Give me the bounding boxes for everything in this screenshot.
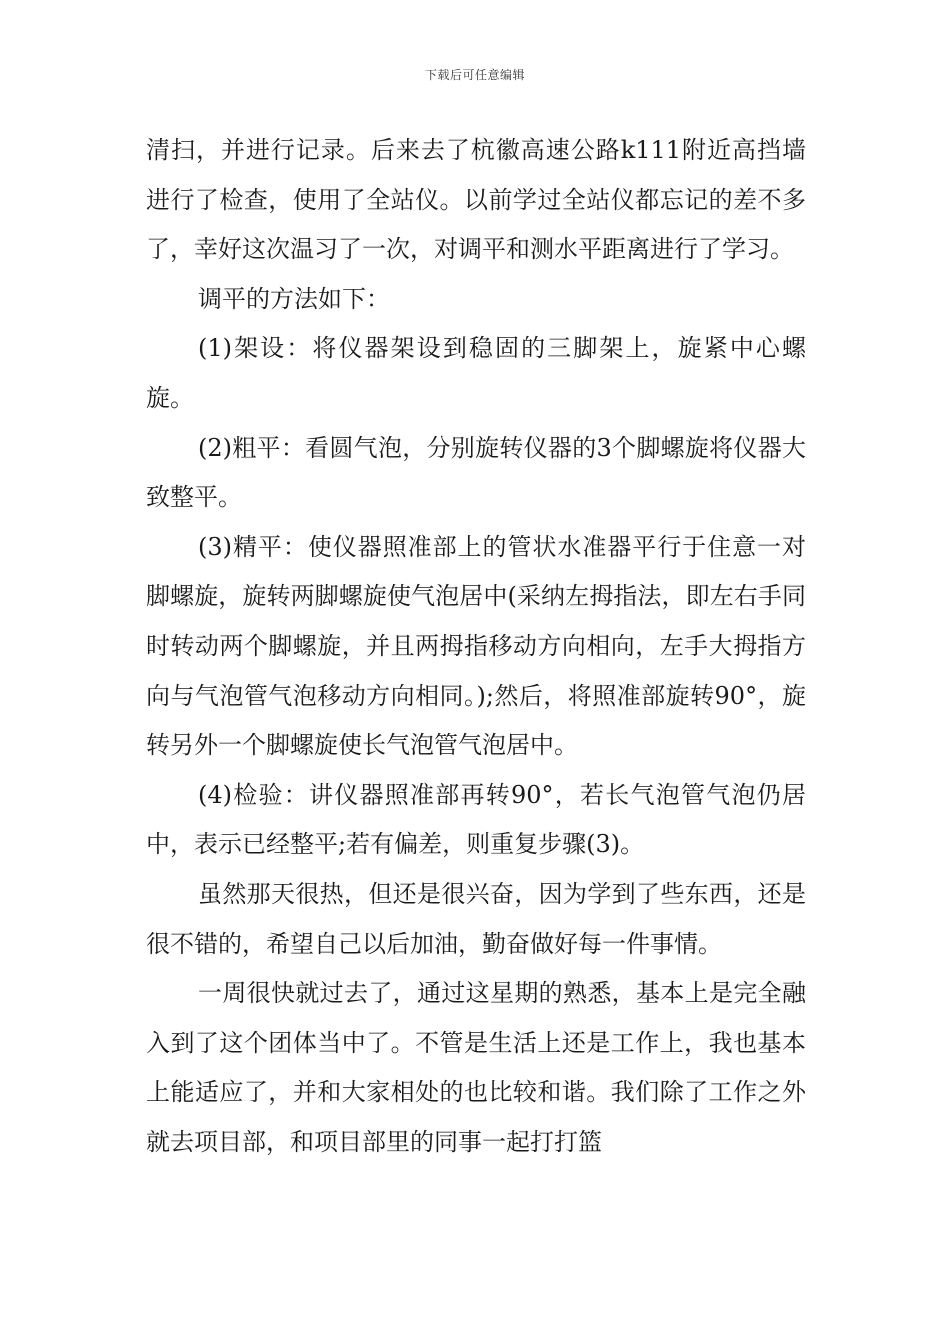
document-body [146, 126, 806, 1167]
paragraph-week-summary: 一周很快就过去了，通过这星期的熟悉，基本上是完全融入到了这个团体当中了。不管是生活上还是工作上，我也基本上能适应了，并和大家相处的也比较和谐。我们除了工作之外就去项目部，和项目部里的同事一起打打篮 [146, 979, 806, 1156]
paragraph-leveling-intro: 调平的方法如下： [198, 284, 390, 313]
paragraph-continuation: 清扫，并进行记录。后来去了杭徽高速公路k111附近高挡墙进行了检查，使用了全站仪。以前学过全站仪都忘记的差不多了，幸好这次温习了一次，对调平和测水平距离进行了学习。 [146, 136, 806, 264]
paragraph-step-1: (1)架设：将仪器架设到稳固的三脚架上，旋紧中心螺旋。 [146, 334, 806, 412]
paragraph-step-2: (2)粗平：看圆气泡，分别旋转仪器的3个脚螺旋将仪器大致整平。 [146, 433, 806, 512]
page-header: 下载后可任意编辑 [424, 68, 525, 82]
paragraph-step-3: (3)精平：使仪器照准部上的管状水准器平行于住意一对脚螺旋，旋转两脚螺旋使气泡居中(采纳左拇指法，即左右手同时转动两个脚螺旋，并且两拇指移动方向相向，左手大拇指方向与气泡管气泡移动方向相同。);然后，将照准部旋转90°，旋转另外一个脚螺旋使长气泡管气泡居中。 [146, 532, 806, 760]
paragraph-step-4: (4)检验：讲仪器照准部再转90°，若长气泡管气泡仍居中，表示已经整平;若有偏差，则重复步骤(3)。 [146, 780, 806, 859]
paragraph-reflection: 虽然那天很热，但还是很兴奋，因为学到了些东西，还是很不错的，希望自己以后加油，勤奋做好每一件事情。 [146, 879, 806, 958]
